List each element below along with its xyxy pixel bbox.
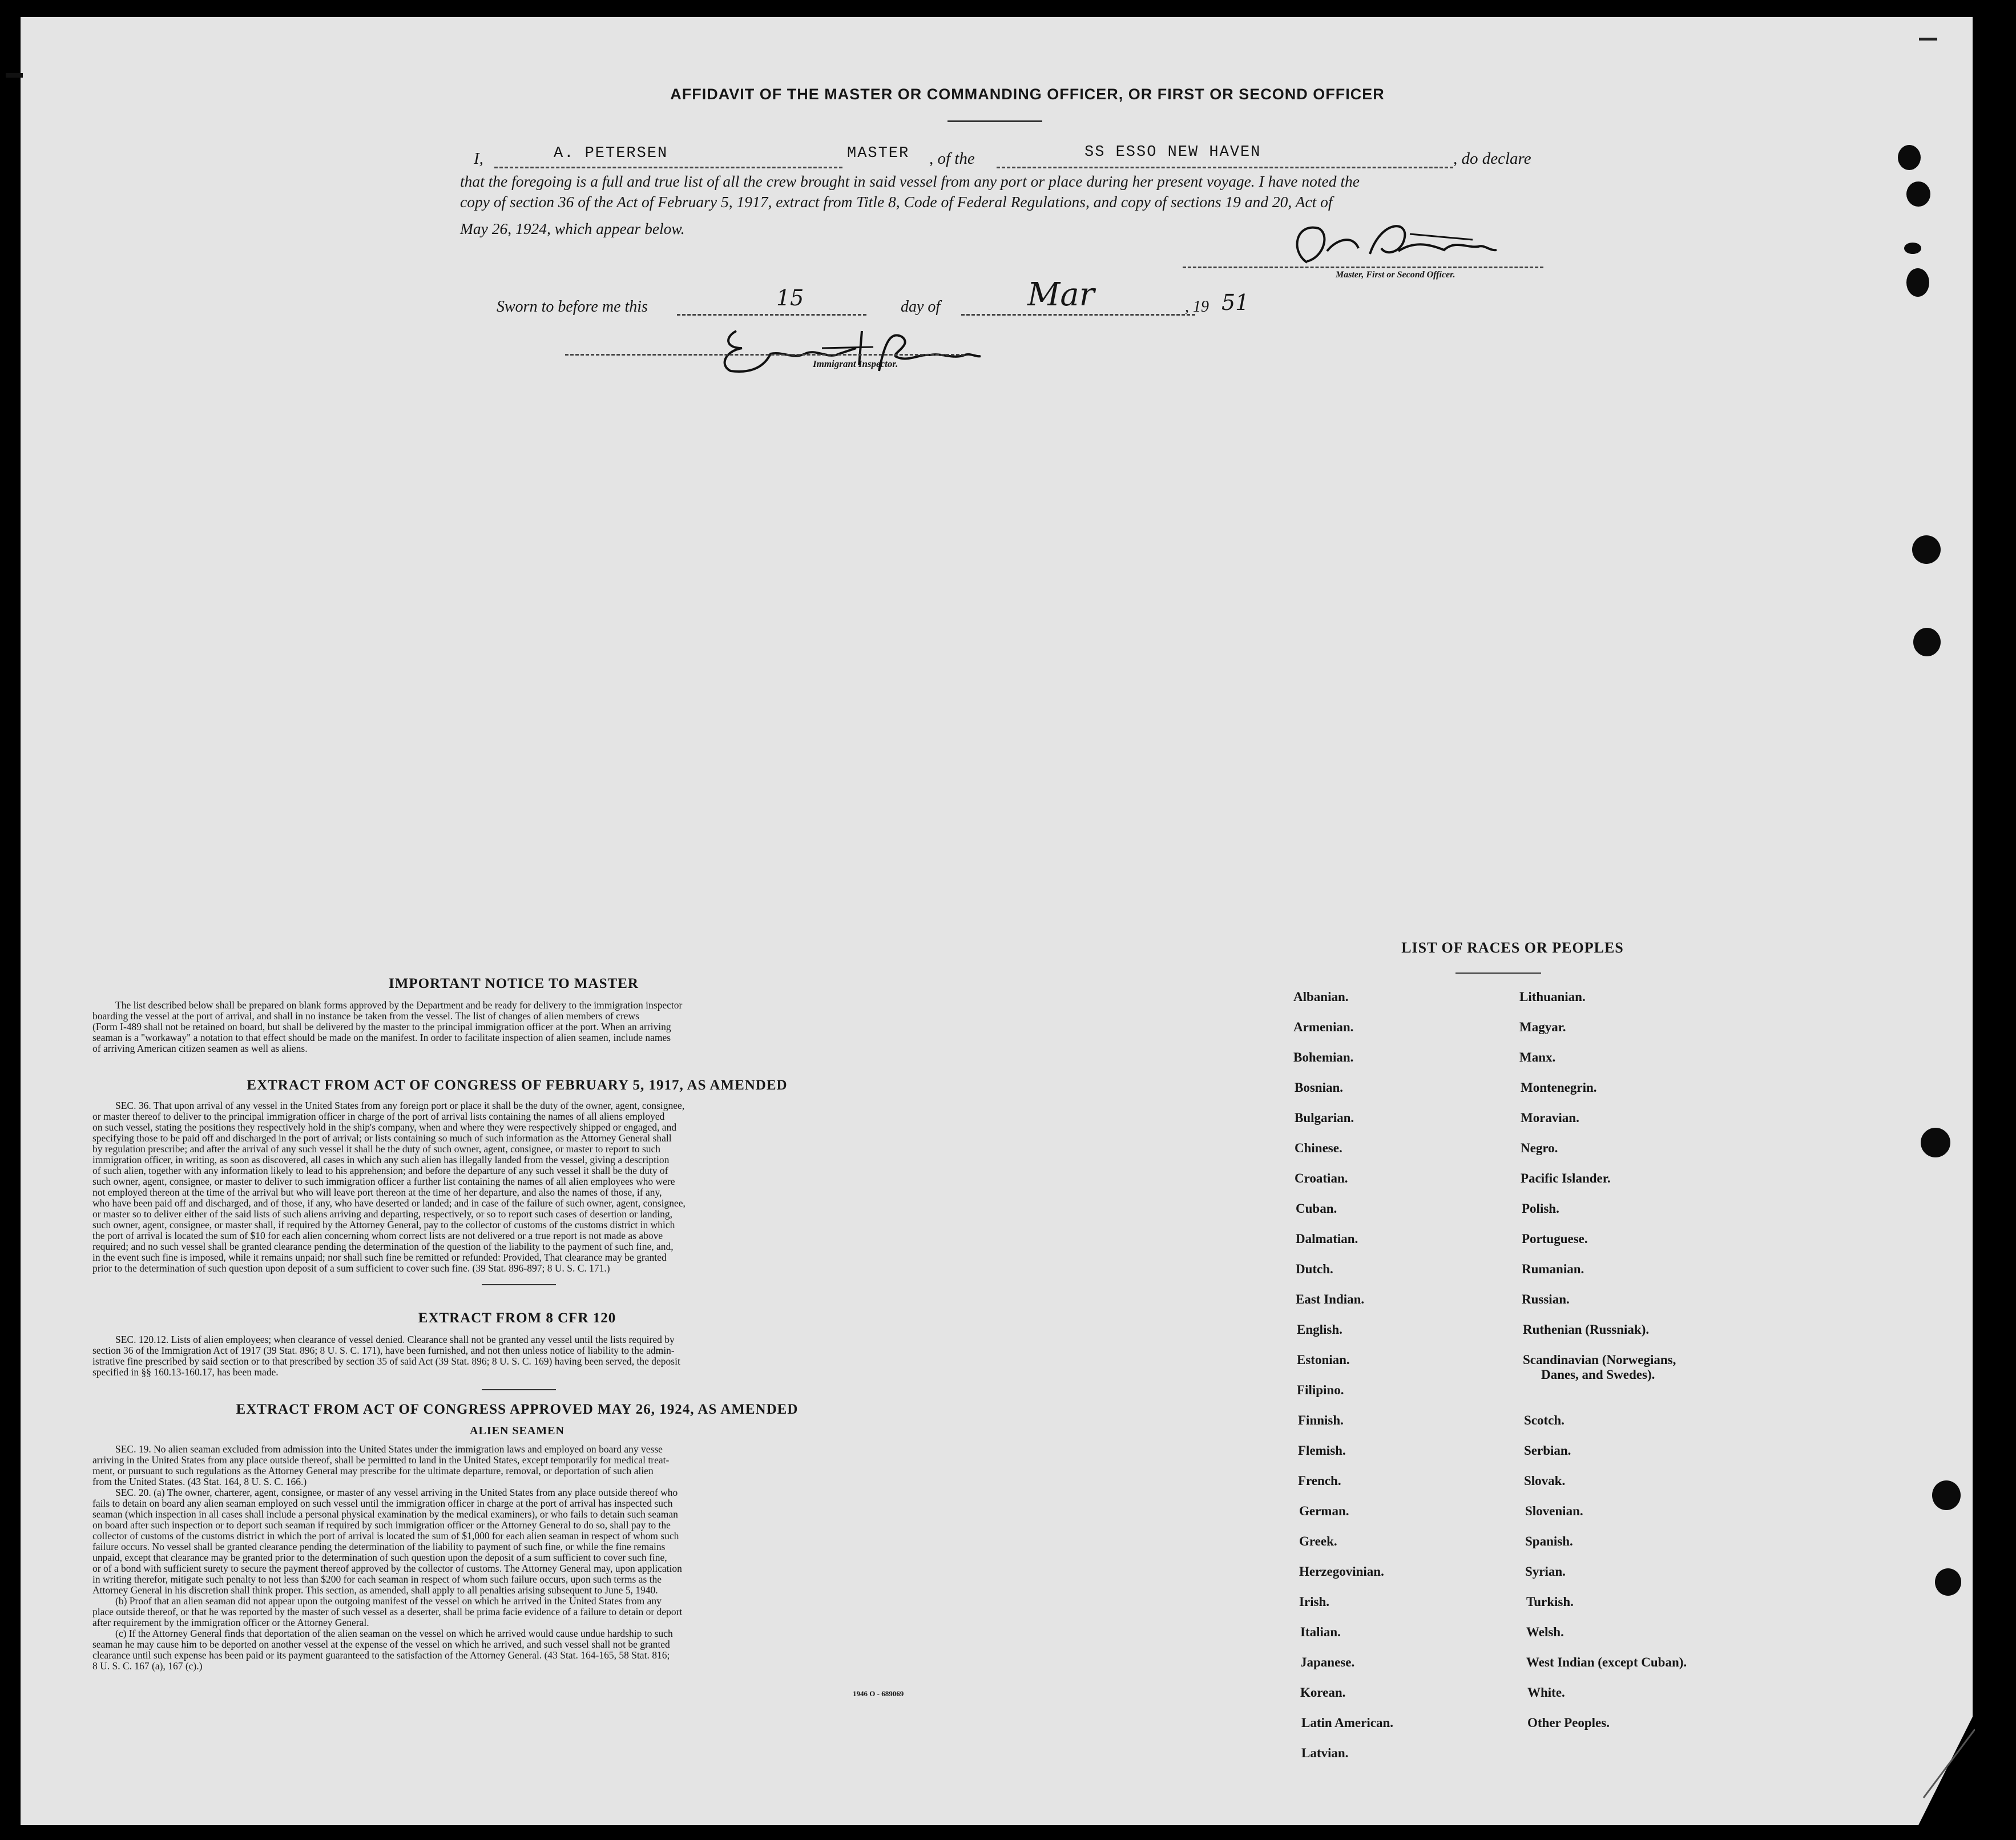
sworn-day-line — [677, 314, 866, 316]
extract-1917-line: in the event such fine is imposed, while it remains unpaid; nor shall such fine be remitted or refunded: Provided, That clearance may be granted — [92, 1252, 667, 1263]
extract-1917-body — [92, 1100, 942, 1274]
races-title-underline — [1455, 973, 1541, 974]
race-item: Welsh. — [1526, 1625, 1564, 1639]
race-item: Greek. — [1299, 1534, 1337, 1548]
extract-1924-line: seaman (which inspection in all cases shall include a personal physical examination by the medical examiners), or who fails to detain such seaman — [92, 1508, 678, 1520]
extract-1924-line: SEC. 19. No alien seaman excluded from admission into the United States under the immigration laws and employed on board any vesse — [115, 1443, 663, 1455]
race-item: Flemish. — [1298, 1443, 1346, 1458]
race-item: Cuban. — [1296, 1201, 1337, 1216]
affidavit-line-3: copy of section 36 of the Act of February 5, 1917, extract from Title 8, Code of Federal Regulations, and copy of sections 19 and 20, Act of — [460, 193, 1333, 211]
race-item: Polish. — [1522, 1201, 1559, 1216]
race-item: Chinese. — [1295, 1141, 1342, 1155]
inspector-signature-line — [565, 354, 965, 356]
extract-cfr-line: istrative fine prescribed by said section or to that prescribed by section 35 of said Act (39 Stat. 896; 8 U. S. C. 169) having been served, the deposit — [92, 1355, 680, 1367]
race-item: French. — [1298, 1474, 1341, 1488]
notice-line: seaman is a "workaway" a notation to that effect should be made on the manifest. In order to facilitate inspection of alien seamen, include names — [92, 1032, 671, 1043]
extract-1924-line: fails to detain on board any alien seaman employed on such vessel until the immigration officer in charge at the port of arrival has inspected such — [92, 1498, 673, 1509]
master-name: A. PETERSEN — [554, 145, 668, 162]
extract-1924-subtitle: ALIEN SEAMEN — [470, 1425, 565, 1437]
extract-1924-body — [92, 1444, 942, 1672]
extract-1924-title: EXTRACT FROM ACT OF CONGRESS APPROVED MAY 26, 1924, AS AMENDED — [236, 1402, 799, 1417]
sworn-label: Sworn to before me this — [497, 298, 648, 316]
race-item: Lithuanian. — [1519, 990, 1586, 1004]
affidavit-line-4: May 26, 1924, which appear below. — [460, 220, 685, 237]
race-item: Finnish. — [1298, 1413, 1344, 1427]
race-item: Korean. — [1300, 1685, 1346, 1700]
race-item: Bosnian. — [1295, 1080, 1344, 1095]
race-item: Moravian. — [1521, 1111, 1579, 1125]
race-item: West Indian (except Cuban). — [1526, 1655, 1687, 1669]
extract-1917-line: or master so to deliver either of the said lists of such aliens arriving and departing, respectively, or so to report such cases of desertion or landing, — [92, 1208, 673, 1220]
notice-line: boarding the vessel at the port of arrival, and shall in no instance be taken from the vessel. The list of changes of alien members of crews — [92, 1010, 639, 1022]
race-item: Bohemian. — [1293, 1050, 1354, 1064]
master-signature-caption: Master, First or Second Officer. — [1336, 270, 1455, 280]
notice-line: of arriving American citizen seamen as well as aliens. — [92, 1043, 308, 1054]
extract-1924-line: in writing therefor, mitigate such penalty to not less than $200 for each seaman in respect of whom such failure occurs, upon such terms as the — [92, 1573, 662, 1585]
extract-1917-line: prior to the determination of such question upon deposit of a sum sufficient to cover such fine. (39 Stat. 896-897; 8 U. S. C. 171.) — [92, 1262, 610, 1274]
folded-corner — [1895, 1712, 1975, 1826]
race-item: Croatian. — [1295, 1171, 1348, 1185]
punch-hole — [1906, 181, 1930, 207]
extract-1917-line: required; and no such vessel shall be granted clearance pending the determination of the question of the liability to the payment of such fine, and, — [92, 1241, 674, 1252]
notice-title: IMPORTANT NOTICE TO MASTER — [389, 976, 639, 991]
race-item: Ruthenian (Russniak). — [1523, 1322, 1650, 1337]
extract-1917-line: the port of arrival is located the sum of $10 for each alien concerning whom correct lists are not delivered or a true report is not made as above — [92, 1230, 663, 1241]
race-item: Russian. — [1522, 1292, 1570, 1306]
extract-1924-line: (b) Proof that an alien seaman did not appear upon the outgoing manifest of the vessel on which he arrived in the United States from any — [115, 1595, 662, 1607]
extract-1924-line: or of a bond with sufficient surety to secure the payment thereof approved by the collector of customs. The Attorney General may, upon application — [92, 1563, 682, 1574]
sworn-day: 15 — [776, 285, 804, 310]
name-line — [494, 167, 842, 168]
race-item: Magyar. — [1519, 1020, 1566, 1034]
sworn-year-prefix: , 19 — [1185, 298, 1209, 316]
race-item: Japanese. — [1300, 1655, 1355, 1669]
extract-1924-line: from the United States. (43 Stat. 164, 8 U. S. C. 166.) — [92, 1476, 307, 1487]
race-item: Serbian. — [1524, 1443, 1571, 1458]
race-item: Scotch. — [1524, 1413, 1565, 1427]
race-item: Scandinavian (Norwegians, — [1523, 1353, 1676, 1367]
race-item: Slovak. — [1524, 1474, 1566, 1488]
race-item: Pacific Islander. — [1521, 1171, 1611, 1185]
race-item: Montenegrin. — [1521, 1080, 1597, 1095]
inspector-signature — [719, 320, 982, 382]
master-signature-line — [1183, 267, 1543, 268]
extract-1917-line: immigration officer, in writing, as soon as discovered, all cases in which any such alien has illegally landed from the vessel, giving a description — [92, 1154, 670, 1165]
title-underline — [947, 120, 1042, 122]
master-rank: MASTER — [847, 145, 910, 162]
affidavit-prefix: I, — [474, 150, 483, 168]
race-item: Italian. — [1300, 1625, 1341, 1639]
extract-1924-line: clearance until such expense has been paid or its payment guaranteed to the satisfaction of the Attorney General. (43 Stat. 164-165, 58 Stat. 816; — [92, 1649, 670, 1661]
race-item: Latvian. — [1301, 1746, 1349, 1760]
race-item: Dutch. — [1296, 1262, 1333, 1276]
extract-1917-line: by regulation prescribe; and after the arrival of any such vessel it shall be the duty of such owner, agent, consignee, or master to report to such — [92, 1143, 661, 1155]
race-item: Portuguese. — [1522, 1232, 1588, 1246]
race-item: Dalmatian. — [1296, 1232, 1358, 1246]
vessel-name: SS ESSO NEW HAVEN — [1084, 144, 1261, 161]
race-item: Irish. — [1299, 1595, 1330, 1609]
sworn-month-line — [961, 314, 1195, 316]
extract-1924-line: arriving in the United States from any place outside thereof, shall be permitted to land in the United States, except temporarily for medical treat- — [92, 1454, 670, 1466]
edge-mark — [6, 73, 23, 78]
race-item: Other Peoples. — [1527, 1716, 1610, 1730]
inspector-caption: Immigrant Inspector. — [813, 358, 898, 369]
extract-1917-line: such owner, agent, consignee, or master shall, if required by the Attorney General, pay to the collector of customs of the customs district in which — [92, 1219, 675, 1230]
race-item: East Indian. — [1296, 1292, 1365, 1306]
notice-body — [92, 1000, 942, 1054]
race-item: Danes, and Swedes). — [1541, 1367, 1655, 1382]
extract-cfr-title: EXTRACT FROM 8 CFR 120 — [418, 1310, 616, 1326]
section-divider — [482, 1389, 556, 1390]
race-item: Rumanian. — [1522, 1262, 1584, 1276]
extract-cfr-line: section 36 of the Immigration Act of 1917 (39 Stat. 896; 8 U. S. C. 171), have been furnished, and not then unless notice of liability to the admin- — [92, 1345, 675, 1356]
extract-1917-line: such owner, agent, consignee, or master to deliver to such immigration officer a further list containing the names of all alien employees who were — [92, 1176, 675, 1187]
punch-hole — [1898, 145, 1921, 170]
punch-hole — [1921, 1128, 1950, 1157]
race-item: Herzegovinian. — [1299, 1564, 1384, 1579]
of-the-label: , of the — [929, 150, 975, 168]
sworn-month: Mar — [1027, 276, 1095, 313]
master-signature — [1284, 217, 1501, 274]
extract-1917-line: of such alien, together with any information likely to lead to his apprehension; and before the departure of any such vessel it shall be the duty of — [92, 1165, 668, 1176]
race-item: Albanian. — [1293, 990, 1349, 1004]
extract-1924-line: after requirement by the immigration officer or the Attorney General. — [92, 1617, 369, 1628]
race-item: Armenian. — [1293, 1020, 1354, 1034]
sworn-year: 51 — [1221, 290, 1249, 315]
race-item: Negro. — [1521, 1141, 1558, 1155]
extract-1924-line: ment, or pursuant to such regulations as the Attorney General may prescribe for the ultimate departure, removal, or deportation of such alien — [92, 1465, 654, 1476]
extract-1917-line: on such vessel, stating the positions they respectively hold in the ship's company, when and where they were respectively shipped or engaged, and — [92, 1121, 677, 1133]
race-item: Latin American. — [1301, 1716, 1393, 1730]
extract-cfr-body — [92, 1334, 942, 1378]
day-of-label: day of — [901, 298, 941, 316]
race-item: Turkish. — [1526, 1595, 1574, 1609]
punch-hole — [1904, 243, 1921, 254]
notice-line: (Form I-489 shall not be retained on board, but shall be delivered by the master to the principal immigration officer at the port. When an arriving — [92, 1021, 671, 1032]
affidavit-title: AFFIDAVIT OF THE MASTER OR COMMANDING OFFICER, OR FIRST OR SECOND OFFICER — [670, 86, 1385, 103]
extract-1924-line: failure occurs. No vessel shall be granted clearance pending the determination of the liability to payment of such fine, or while the fine remains — [92, 1541, 666, 1552]
do-declare-label: , do declare — [1453, 150, 1531, 168]
extract-1917-title: EXTRACT FROM ACT OF CONGRESS OF FEBRUARY 5, 1917, AS AMENDED — [247, 1078, 788, 1093]
vessel-line — [997, 167, 1453, 168]
race-item: Estonian. — [1297, 1353, 1350, 1367]
punch-hole — [1935, 1568, 1961, 1596]
extract-1924-line: (c) If the Attorney General finds that deportation of the alien seaman on the vessel on which he arrived would cause undue hardship to such — [115, 1628, 673, 1639]
punch-hole — [1906, 268, 1929, 297]
extract-1924-line: unpaid, except that clearance may be granted prior to the determination of such question upon the deposit of a sum sufficient to cover such fine, — [92, 1552, 667, 1563]
affidavit-line-2: that the foregoing is a full and true list of all the crew brought in said vessel from any port or place during her present voyage. I have noted the — [460, 172, 1360, 190]
edge-mark — [1919, 38, 1937, 41]
races-title: LIST OF RACES OR PEOPLES — [1401, 939, 1624, 956]
extract-cfr-line: SEC. 120.12. Lists of alien employees; when clearance of vessel denied. Clearance shall not be granted any vessel until the lists required by — [115, 1334, 675, 1345]
extract-1924-line: seaman he may cause him to be deported on another vessel at the expense of the vessel on which he arrived, and such vessel shall not be granted — [92, 1639, 670, 1650]
punch-hole — [1912, 535, 1941, 564]
print-code: 1946 O - 689069 — [853, 1689, 904, 1698]
punch-hole — [1913, 628, 1941, 656]
extract-1917-line: SEC. 36. That upon arrival of any vessel in the United States from any foreign port or place it shall be the duty of the owner, agent, consignee, — [115, 1100, 685, 1111]
extract-1924-line: SEC. 20. (a) The owner, charterer, agent, consignee, or master of any vessel arriving in the United States from any place outside thereof who — [115, 1487, 678, 1498]
extract-1924-line: place outside thereof, or that he was reported by the master of such vessel as a deserter, shall be prima facie evidence of a failure to detain or deport — [92, 1606, 683, 1617]
section-divider — [482, 1284, 556, 1285]
race-item: Manx. — [1519, 1050, 1556, 1064]
race-item: German. — [1299, 1504, 1349, 1518]
race-item: English. — [1297, 1322, 1342, 1337]
extract-1924-line: Attorney General in his discretion shall think proper. This section, as amended, shall apply to all penalties arising subsequent to June 5, 1940. — [92, 1584, 658, 1596]
race-item: Bulgarian. — [1295, 1111, 1354, 1125]
race-item: White. — [1527, 1685, 1565, 1700]
race-item: Filipino. — [1297, 1383, 1344, 1397]
extract-cfr-line: specified in §§ 160.13-160.17, has been made. — [92, 1366, 279, 1378]
notice-line: The list described below shall be prepared on blank forms approved by the Department and be ready for delivery to the immigration inspector — [115, 999, 683, 1011]
extract-1917-line: specifying those to be paid off and discharged in the port of arrival; or lists containing so much of such information as the Attorney General shall — [92, 1132, 672, 1144]
race-item: Spanish. — [1525, 1534, 1573, 1548]
race-item: Slovenian. — [1525, 1504, 1583, 1518]
extract-1917-line: or master thereof to deliver to the principal immigration officer in charge of the port of arrival lists containing the names of all aliens employed — [92, 1111, 665, 1122]
race-item: Syrian. — [1525, 1564, 1566, 1579]
extract-1917-line: who have been paid off and discharged, and of those, if any, who have deserted or landed; and in case of the failure of such owner, agent, consignee, — [92, 1197, 686, 1209]
extract-1924-line: collector of customs of the customs district in which the port of arrival is located the sum of $1,000 for each alien seaman in respect of whom such — [92, 1530, 679, 1542]
extract-1924-line: 8 U. S. C. 167 (a), 167 (c).) — [92, 1660, 203, 1672]
punch-hole — [1932, 1480, 1961, 1510]
extract-1917-line: not employed thereon at the time of the arrival but who will leave port thereon at the time of her departure, and also the names of those, if any, — [92, 1187, 662, 1198]
extract-1924-line: on board after such inspection or to deport such seaman if required by such immigration officer or the Attorney General to do so, shall pay to the — [92, 1519, 671, 1531]
